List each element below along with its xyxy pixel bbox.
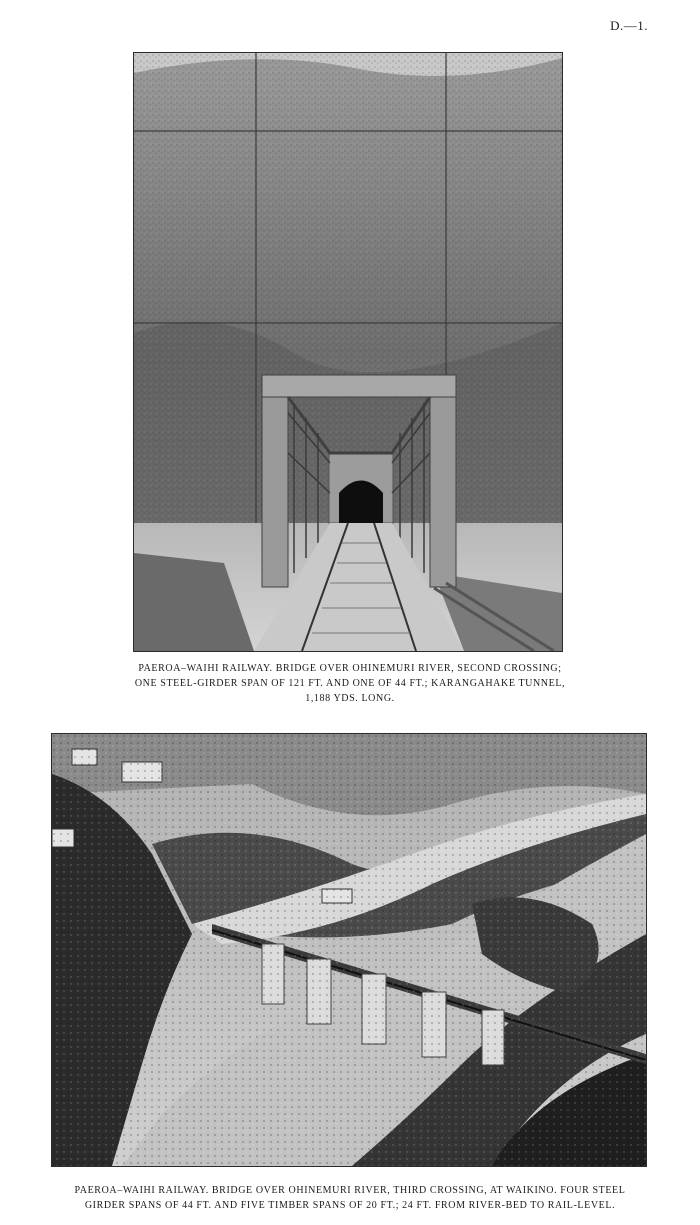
bridge-tunnel-photograph (133, 52, 563, 652)
page-reference: D.—1. (610, 18, 648, 33)
figure-caption (20, 1183, 680, 1213)
caption-line: GIRDER SPANS OF 44 FT. AND FIVE TIMBER SPANS OF 20 FT.; 24 FT. FROM RIVER-BED TO RAIL-LEVEL. (84, 1200, 616, 1211)
waikino-bridge-photograph (51, 733, 647, 1167)
figure-caption (100, 661, 600, 706)
caption-line: PAEROA–WAIHI RAILWAY. BRIDGE OVER OHINEMURI RIVER, THIRD CROSSING, AT WAIKINO. FOUR STEEL (74, 1185, 626, 1196)
caption-line: ONE STEEL-GIRDER SPAN OF 121 FT. AND ONE OF 44 FT.; KARANGAHAKE TUNNEL, (134, 678, 566, 689)
caption-line: 1,188 YDS. LONG. (305, 693, 395, 704)
caption-line: PAEROA–WAIHI RAILWAY. BRIDGE OVER OHINEMURI RIVER, SECOND CROSSING; (138, 663, 562, 674)
